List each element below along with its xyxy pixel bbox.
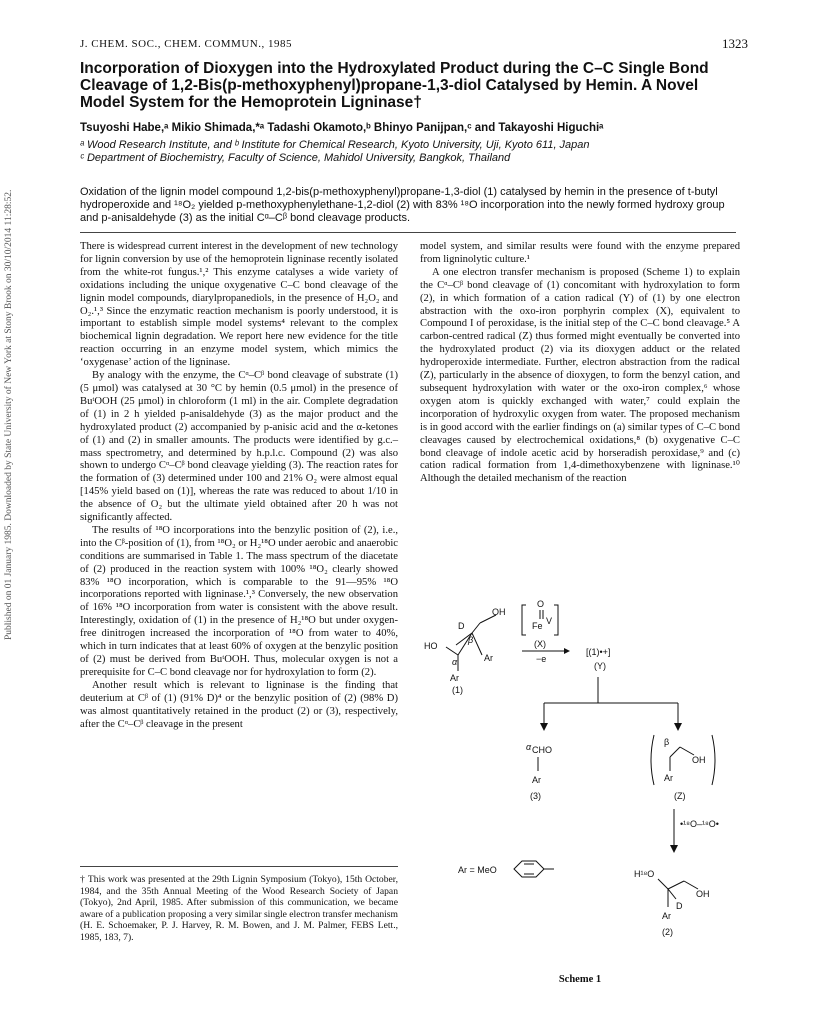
paragraph: By analogy with the enzyme, the Cᵅ–Cᵝ bond cleavage of substrate (1) (5 μmol) was catalysed at 30 °C by hemin (0.5 μmol) in the presence of BuᵗOOH (25 μmol) in chloroform (1 ml) in the air. Complete degradation of (1) in 2 h yielded p-anisaldehyde (3) as the major product and the hydroxylated product (2) accompanied by p-anisic acid and the α-ketones of (1) and (2) in smaller amounts. The products were identified by g.c.–mass spectrometry, and determined by h.p.l.c. Compound (2) was also shown to undergo Cᵅ–Cᵝ bond cleavage yielding (3). The reaction rates for the formation of (3) determined under 100 and 21% O₂ were almost equal [145% yield based on (1)], whereas the rate was reduced to about 1/10 in the absence of O₂ but the ultimate yield obtained after 20 h was not significantly affected. — [80, 370, 398, 524]
abstract-divider — [80, 232, 736, 233]
reaction-scheme — [418, 585, 738, 965]
radical-cation-label: [(1)•+] — [586, 647, 611, 657]
right-column — [420, 241, 740, 486]
running-header: J. CHEM. SOC., CHEM. COMMUN., 1985 — [80, 38, 292, 50]
compound-2-label: (2) — [662, 927, 673, 937]
compound-3-label: (3) — [530, 791, 541, 801]
left-column — [80, 241, 398, 731]
abstract: Oxidation of the lignin model compound 1,2-bis(p-methoxyphenyl)propane-1,3-diol (1) catalysed by hemin in the presence of t-butyl hydroperoxide and ¹⁸O₂ yielded p-methoxyphenylethane-1,2-diol (2) with 83% ¹⁸O incorporation into the newly formed hydroxy group and p-anisaldehyde (3) as the initial Cᵅ–Cᵝ bond cleavage products. — [80, 186, 725, 225]
hydroxy-18o-label: H¹⁸O — [634, 869, 655, 879]
branch-arrows — [544, 677, 678, 725]
arrow-head — [564, 648, 570, 654]
footnote-divider — [80, 866, 398, 867]
dioxygen-label: •¹⁸O–¹⁸O• — [680, 819, 719, 829]
alpha-label: α — [452, 657, 458, 667]
deuterium-label: D — [458, 621, 465, 631]
electron-loss-label: −e — [536, 654, 547, 664]
x-label: (X) — [534, 639, 546, 649]
aryl-definition: Ar = MeO — [458, 865, 497, 875]
z-label: (Z) — [674, 791, 686, 801]
arrow-head — [670, 845, 678, 853]
affiliations — [80, 139, 740, 165]
paragraph: A one electron transfer mechanism is proposed (Scheme 1) to explain the Cᵅ–Cᵝ bond cleavage of (1) concomitant with hydroxylation to form (2), in which formation of a cation radical (Y) of (1) by one electron abstraction with the oxo-iron porphyrin complex (X), equivalent to Compound I of peroxidase, is the initial step of the C–C bond cleavage.⁵ A carbon-centred radical (Z) thus formed might eventually be converted into the hydroxylated product (2) via its dioxygen adduct or the related hydroperoxide intermediate. Further, electron abstraction from the radical (Z), particularly in the absence of dioxygen, to form the benzyl cation, and subsequent hydroxylation with water or the oxo-iron complex,⁶ whose oxygen atom is quickly exchanged with water,⁷ could explain the incorporation of hydroxylic oxygen from water. The proposed mechanism is in good accord with the earlier findings on (a) similar types of C–C bond cleavages caused by electrochemical oxidations,⁸ (b) oxygenative C–C bond cleavage of indole acetic acid by horseradish peroxidase,⁹ and (c) cation radical formation from 1,4-dimethoxybenzene with ligninase.¹⁰ Although the detailed mechanism of the reaction — [420, 266, 740, 485]
arrow-head — [540, 723, 548, 731]
oxo-label: O — [537, 599, 545, 609]
footnote: † This work was presented at the 29th Lignin Symposium (Tokyo), 15th October, 1984, and the 35th Annual Meeting of the Wood Research Society of Japan (Tokyo), 2nd April, 1985. After submission of this communication, we became aware of a publication proposing a very similar single electron transfer mechanism (H. E. Schoemaker, P. J. Harvey, R. M. Bowen, and J. M. Palmer, FEBS Lett., 1985, 183, 7). — [80, 874, 398, 943]
affiliation-1: ᵃ Wood Research Institute, and ᵇ Institute for Chemical Research, Kyoto University, Uji, Kyoto 611, Japan — [80, 139, 590, 151]
ar-label: Ar — [664, 773, 673, 783]
iron-label: Fe — [532, 621, 543, 631]
compound-1-label: (1) — [452, 685, 463, 695]
oh-label: OH — [692, 755, 706, 765]
ar-label: Ar — [662, 911, 671, 921]
beta-label: β — [468, 635, 474, 645]
page-number: 1323 — [722, 36, 748, 51]
beta-label: β — [664, 737, 670, 747]
iron-oxidation-label: V — [546, 616, 553, 626]
ho-label: HO — [424, 641, 438, 651]
ar-label: Ar — [484, 653, 493, 663]
deuterium-label: D — [676, 901, 683, 911]
sidebar-text: Published on 01 January 1985. Downloaded by State University of New York at Stony Brook on 30/10/2014 11:28:52. — [4, 189, 14, 640]
publication-sidebar — [4, 40, 18, 640]
aldehyde-label: CHO — [532, 745, 552, 755]
article-title: Incorporation of Dioxygen into the Hydroxylated Product during the C–C Single Bond Cleavage of 1,2-Bis(p-methoxyphenyl)propane-1,3-diol Catalysed by Hemin. A Novel Model System for the Hemoprotein Ligninase† — [80, 60, 709, 111]
paragraph: model system, and similar results were found with the enzyme prepared from ligninolytic culture.¹ — [420, 241, 740, 265]
oh-label: OH — [492, 607, 506, 617]
benzene-ring — [514, 861, 554, 877]
ar-label: Ar — [450, 673, 459, 683]
affiliation-2: ᶜ Department of Biochemistry, Faculty of Science, Mahidol University, Bangkok, Thailand — [80, 152, 511, 164]
y-label: (Y) — [594, 661, 606, 671]
arrow-head — [674, 723, 682, 731]
scheme-caption: Scheme 1 — [558, 974, 602, 985]
ar-label: Ar — [532, 775, 541, 785]
paragraph: Another result which is relevant to ligninase is the finding that deuterium at Cᵝ of (1) (91% D)⁴ or the benzylic position of (2) (98% D) was almost quantitatively retained in the product (2) or (3), respectively, after the Cᵅ–Cᵝ cleavage in the present — [80, 679, 398, 730]
author-list: Tsuyoshi Habe,ᵃ Mikio Shimada,*ᵃ Tadashi Okamoto,ᵇ Bhinyo Panijpan,ᶜ and Takayoshi Higuchiᵃ — [80, 122, 604, 134]
paragraph: The results of ¹⁸O incorporations into the benzylic position of (2), i.e., into the Cᵝ-position of (1), from ¹⁸O₂ or H₂¹⁸O under aerobic and anaerobic conditions are summarised in Table 1. The mass spectrum of the diacetate of (2) produced in the reaction system with 100% ¹⁸O₂ clearly showed 83% ¹⁸O incorporation, which is comparable to the 91—95% ¹⁸O incorporations reported with ligninase.¹,³ Conversely, the new observation of 16% ¹⁸O incorporation from water is consistent with the above result. Interestingly, oxidation of (1) in the presence of H₂¹⁸O but under oxygen-free dinitrogen increased the incorporation of ¹⁸O from water to 40%, which in turn indicates that at least 60% of oxygen at the benzylic position of (2) must be derived from BuᵗOOH. Thus, molecular oxygen is not a prerequisite for C–C bond cleavage nor for hydroxylation to form (2). — [80, 524, 399, 678]
paragraph: There is widespread current interest in the development of new technology for lignin conversion by use of the hemoprotein ligninase recently isolated from the white-rot fungus.¹,² This enzyme catalyses a wide variety of oxidations including the unique oxygenative C–C bond cleavage of the lignin model compounds, diarylpropanediols, in the presence of H₂O₂ and O₂.¹,³ Since the enzymatic reaction mechanism is poorly understood, it is important to establish simple model systems⁴ relevant to the complex biochemical lignin degradation. We report here new evidence for the title reaction occurring in an enzyme model system, which mimics the ‘oxygenase’ action of the ligninase. — [80, 241, 398, 369]
oh-label: OH — [696, 889, 710, 899]
alpha-label: α — [526, 742, 532, 752]
